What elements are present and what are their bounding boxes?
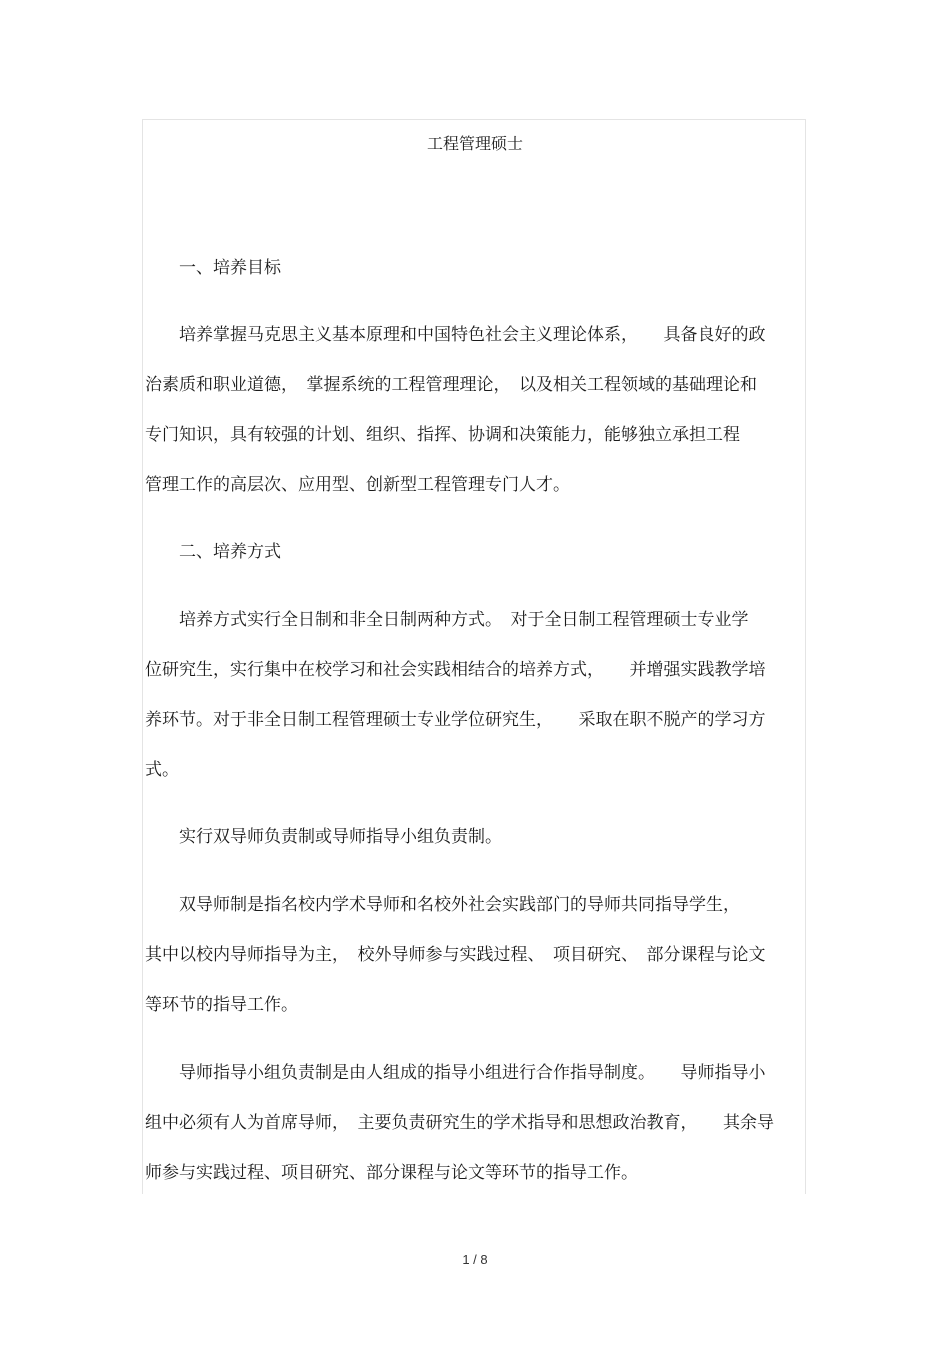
paragraph-line: 其中以校内导师指导为主， 校外导师参与实践过程、 项目研究、 部分课程与论文 bbox=[145, 945, 766, 965]
paragraph-line: 等环节的指导工作。 bbox=[145, 995, 298, 1015]
paragraph-line: 位研究生，实行集中在校学习和社会实践相结合的培养方式， 并增强实践教学培 bbox=[145, 660, 766, 680]
paragraph-line: 管理工作的高层次、应用型、创新型工程管理专门人才。 bbox=[145, 475, 570, 495]
paragraph-line: 双导师制是指名校内学术导师和名校外社会实践部门的导师共同指导学生， bbox=[179, 895, 740, 915]
paragraph-line: 培养方式实行全日制和非全日制两种方式。 对于全日制工程管理硕士专业学 bbox=[179, 610, 749, 630]
paragraph-line: 培养掌握马克思主义基本原理和中国特色社会主义理论体系， 具备良好的政 bbox=[179, 325, 766, 345]
paragraph-line: 导师指导小组负责制是由人组成的指导小组进行合作指导制度。 导师指导小 bbox=[179, 1063, 766, 1083]
paragraph-line: 式。 bbox=[145, 760, 179, 780]
page-frame bbox=[142, 119, 806, 1194]
paragraph-line: 治素质和职业道德， 掌握系统的工程管理理论， 以及相关工程领域的基础理论和 bbox=[145, 375, 757, 395]
page-number: 1 / 8 bbox=[462, 1252, 488, 1267]
document-title: 工程管理硕士 bbox=[426, 134, 523, 153]
paragraph-line: 专门知识，具有较强的计划、组织、指挥、协调和决策能力，能够独立承担工程 bbox=[145, 425, 740, 445]
section-heading-objectives: 一、培养目标 bbox=[179, 258, 281, 278]
paragraph-line: 养环节。对于非全日制工程管理硕士专业学位研究生， 采取在职不脱产的学习方 bbox=[145, 710, 766, 730]
paragraph-line: 师参与实践过程、项目研究、部分课程与论文等环节的指导工作。 bbox=[145, 1163, 638, 1183]
paragraph-line: 组中必须有人为首席导师， 主要负责研究生的学术指导和思想政治教育， 其余导 bbox=[145, 1113, 774, 1133]
section-heading-methods: 二、培养方式 bbox=[179, 542, 281, 562]
paragraph-line: 实行双导师负责制或导师指导小组负责制。 bbox=[179, 827, 502, 847]
